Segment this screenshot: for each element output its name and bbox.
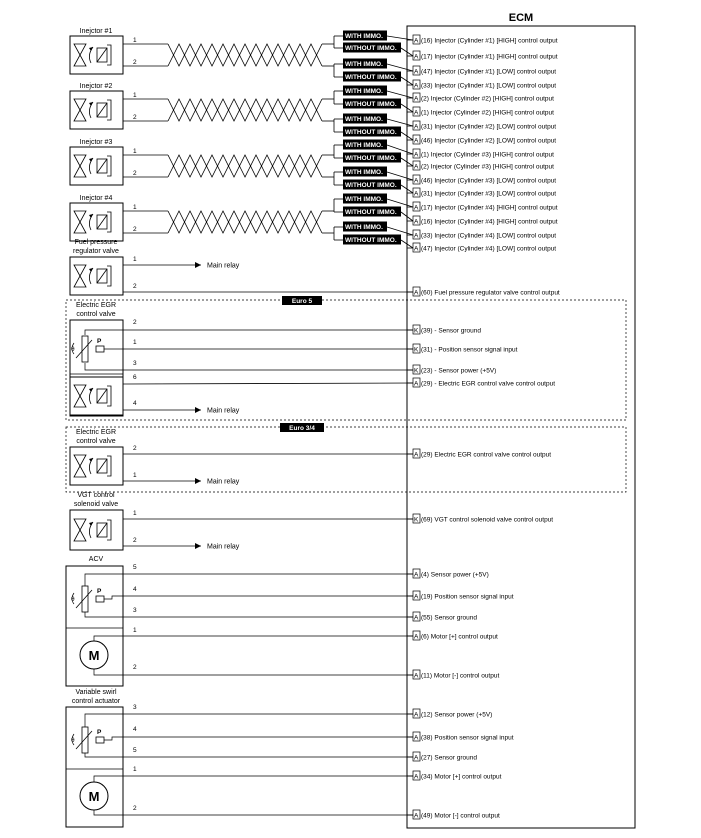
pin-number: 1 (133, 339, 137, 346)
pin-description: (1) Injector (Cylinder #3) [HIGH] control output (421, 151, 554, 159)
motor-letter: M (88, 648, 100, 663)
with-immo-tag (343, 140, 387, 150)
injector-twisted-pair (168, 44, 322, 66)
without-immo-tag (343, 235, 401, 245)
injector-symbol (70, 203, 123, 241)
tag-text: WITH IMMO. (345, 116, 383, 123)
connector-letter: A (414, 53, 419, 61)
twist-wire-a (168, 155, 322, 177)
vgt-solenoid-symbol (70, 510, 123, 550)
resistor-icon (82, 727, 88, 753)
pin-description: (46) Injector (Cylinder #3) [LOW] control output (421, 177, 557, 185)
connector-letter: A (414, 82, 419, 90)
connector-letter: A (414, 37, 419, 45)
resistor-icon (82, 586, 88, 612)
vgt-name: VGT control (77, 492, 115, 499)
tag-text: WITH IMMO. (345, 196, 383, 203)
pin-number: 2 (133, 805, 137, 812)
twist-wire-b (168, 155, 322, 177)
connector-letter: A (414, 245, 419, 253)
without-immo-tag (343, 72, 401, 82)
with-immo-tag (343, 194, 387, 204)
egr-solenoid-symbol (70, 447, 123, 485)
component-box (70, 377, 123, 415)
egr-wire (123, 383, 413, 384)
p-symbol: P (97, 588, 102, 595)
component-box (70, 203, 123, 241)
connector-letter: A (414, 380, 419, 388)
main-relay-label: Main relay (207, 262, 240, 270)
connector-letter: A (414, 218, 419, 226)
main-relay-label: Main relay (207, 478, 240, 486)
tag-text: WITH IMMO. (345, 61, 383, 68)
tag-text: WITHOUT IMMO. (345, 237, 397, 244)
p-symbol: P (97, 338, 102, 345)
connector-letter: A (414, 177, 419, 185)
pin-number: 2 (133, 114, 137, 121)
injector-name: Inejctor #2 (79, 83, 113, 90)
pin-description: (39) - Sensor ground (421, 327, 481, 335)
resistor-icon (82, 336, 88, 362)
arrow-head-icon (195, 407, 201, 413)
vsa-name: control actuator (71, 698, 121, 705)
arrow-head-icon (195, 262, 201, 268)
pin-description: (49) Motor [-] control output (421, 812, 500, 820)
sensor-element-icon (96, 596, 104, 602)
with-immo-tag (343, 167, 387, 177)
connector-letter: A (414, 137, 419, 145)
connector-letter: A (414, 672, 419, 680)
sensor-element-icon (96, 737, 104, 743)
pin-description: (1) Injector (Cylinder #2) [HIGH] control output (421, 109, 554, 117)
pin-description: (31) Injector (Cylinder #3) [LOW] control output (421, 190, 557, 198)
without-immo-tag (343, 207, 401, 217)
connector-letter: A (414, 812, 419, 820)
pin-description: (34) Motor [+] control output (421, 773, 502, 781)
pin-description: (31) - Position sensor signal input (421, 346, 518, 354)
without-immo-tag (343, 127, 401, 137)
egr-name: Electric EGR (75, 302, 117, 309)
egr-name: Electric EGR (75, 429, 117, 436)
pin-description: (29) Electric EGR control valve control output (421, 451, 552, 459)
twist-wire-a (168, 211, 322, 233)
pin-number: 5 (133, 564, 137, 571)
pin-number: 2 (133, 283, 137, 290)
twist-wire-b (168, 211, 322, 233)
injector-name: Inejctor #4 (79, 195, 113, 202)
pin-description: (2) Injector (Cylinder #3) [HIGH] control output (421, 163, 554, 171)
tag-text: WITHOUT IMMO. (345, 182, 397, 189)
twist-wire-b (168, 99, 322, 121)
pin-number: 2 (133, 664, 137, 671)
pin-description: (69) VGT control solenoid valve control output (421, 516, 554, 524)
fuel-valve-name: regulator valve (73, 248, 119, 255)
pin-number: 1 (133, 472, 137, 479)
injector-name: Inejctor #3 (79, 139, 113, 146)
pin-description: (6) Motor [+] control output (421, 633, 498, 641)
pin-number: 4 (133, 400, 137, 407)
ecm-box (407, 26, 635, 828)
connector-letter: K (414, 516, 419, 524)
acv-name: ACV (88, 556, 104, 563)
pin-description: (19) Position sensor signal input (421, 593, 514, 601)
pin-description: (38) Position sensor signal input (421, 734, 514, 742)
connector-letter: A (414, 711, 419, 719)
without-immo-tag (343, 43, 401, 53)
pin-number: 1 (133, 92, 137, 99)
pin-description: (31) Injector (Cylinder #2) [LOW] control output (421, 123, 557, 131)
injector-symbol (70, 36, 123, 74)
fuel-valve-symbol (70, 257, 123, 295)
connector-letter: K (414, 327, 419, 335)
injector-twisted-pair (168, 99, 322, 121)
connector-letter: A (414, 773, 419, 781)
pin-description: (4) Sensor power (+5V) (421, 571, 489, 579)
pin-number: 1 (133, 37, 137, 44)
connector-letter: A (414, 734, 419, 742)
vsa-name: Variable swirl (75, 689, 117, 696)
tag-text: WITH IMMO. (345, 142, 383, 149)
connector-letter: A (414, 151, 419, 159)
pin-number: 1 (133, 256, 137, 263)
without-immo-tag (343, 180, 401, 190)
pin-description: (33) Injector (Cylinder #4) [LOW] control output (421, 232, 557, 240)
pin-number: 2 (133, 445, 137, 452)
pin-number: 2 (133, 226, 137, 233)
ecm-title: ECM (508, 12, 534, 24)
with-immo-tag (343, 222, 387, 232)
theta-symbol: θ (71, 737, 75, 744)
with-immo-tag (343, 31, 387, 41)
vsa-motor-icon (80, 782, 108, 810)
tag-text: WITHOUT IMMO. (345, 155, 397, 162)
connector-letter: A (414, 163, 419, 171)
with-immo-tag (343, 86, 387, 96)
tag-text: WITHOUT IMMO. (345, 101, 397, 108)
pin-description: (23) - Sensor power (+5V) (421, 367, 497, 375)
pin-description: (33) Injector (Cylinder #1) [LOW] control output (421, 82, 557, 90)
connector-letter: A (414, 109, 419, 117)
without-immo-tag (343, 153, 401, 163)
motor-letter: M (88, 789, 100, 804)
pin-number: 3 (133, 704, 137, 711)
arrow-head-icon (195, 478, 201, 484)
connector-letter: A (414, 95, 419, 103)
tag-text: WITH IMMO. (345, 88, 383, 95)
tag-text: WITH IMMO. (345, 224, 383, 231)
pin-number: 2 (133, 537, 137, 544)
pin-number: 1 (133, 148, 137, 155)
pin-description: (2) Injector (Cylinder #2) [HIGH] control output (421, 95, 554, 103)
connector-letter: K (414, 346, 419, 354)
tag-text: WITHOUT IMMO. (345, 209, 397, 216)
component-box (70, 91, 123, 129)
connector-letter: A (414, 232, 419, 240)
twist-wire-a (168, 99, 322, 121)
connector-letter: A (414, 633, 419, 641)
pin-description: (17) Injector (Cylinder #1) [HIGH] control output (421, 53, 558, 61)
pin-number: 1 (133, 627, 137, 634)
sensor-element-icon (96, 346, 104, 352)
connector-letter: A (414, 123, 419, 131)
component-box (70, 510, 123, 550)
component-box (70, 447, 123, 485)
connector-letter: A (414, 68, 419, 76)
main-relay-label: Main relay (207, 543, 240, 551)
egr-name: control valve (76, 438, 116, 445)
pin-description: (27) Sensor ground (421, 754, 478, 762)
injector-name: Inejctor #1 (79, 28, 113, 35)
pin-description: (47) Injector (Cylinder #1) [LOW] control output (421, 68, 557, 76)
euro34-label: Euro 3/4 (289, 425, 315, 432)
pin-number: 2 (133, 59, 137, 66)
pin-description: (12) Sensor power (+5V) (421, 711, 493, 719)
pin-number: 1 (133, 204, 137, 211)
twist-wire-b (168, 44, 322, 66)
injector-symbol (70, 91, 123, 129)
injector-symbol (70, 147, 123, 185)
acv-motor-icon (80, 641, 108, 669)
connector-letter: A (414, 593, 419, 601)
connector-letter: A (414, 190, 419, 198)
p-symbol: P (97, 729, 102, 736)
tag-text: WITHOUT IMMO. (345, 129, 397, 136)
tag-text: WITH IMMO. (345, 33, 383, 40)
theta-symbol: θ (71, 596, 75, 603)
pin-number: 3 (133, 607, 137, 614)
connector-letter: A (414, 451, 419, 459)
component-box (70, 147, 123, 185)
pin-number: 4 (133, 726, 137, 733)
fuel-valve-name: Fuel pressure (74, 239, 118, 246)
connector-letter: A (414, 571, 419, 579)
egr-name: control valve (76, 311, 116, 318)
main-relay-label: Main relay (207, 407, 240, 415)
theta-symbol: θ (71, 346, 75, 353)
injector-twisted-pair (168, 211, 322, 233)
pin-description: (29) - Electric EGR control valve control output (421, 380, 556, 388)
pin-number: 2 (133, 170, 137, 177)
connector-letter: A (414, 754, 419, 762)
pin-description: (46) Injector (Cylinder #2) [LOW] control output (421, 137, 557, 145)
pin-description: (60) Fuel pressure regulator valve control output (421, 289, 560, 297)
tag-text: WITH IMMO. (345, 169, 383, 176)
tag-text: WITHOUT IMMO. (345, 74, 397, 81)
component-box (70, 36, 123, 74)
twist-wire-a (168, 44, 322, 66)
connector-letter: A (414, 204, 419, 212)
pin-number: 6 (133, 374, 137, 381)
euro5-label: Euro 5 (291, 298, 313, 305)
with-immo-tag (343, 114, 387, 124)
egr-solenoid-symbol (70, 377, 123, 415)
pin-description: (11) Motor [-] control output (421, 672, 500, 680)
pin-description: (55) Sensor ground (421, 614, 478, 622)
pin-number: 1 (133, 510, 137, 517)
pin-description: (16) Injector (Cylinder #4) [HIGH] control output (421, 218, 558, 226)
vgt-name: solenoid valve (73, 501, 119, 508)
injector-twisted-pair (168, 155, 322, 177)
component-box (70, 257, 123, 295)
pin-number: 5 (133, 747, 137, 754)
connector-letter: A (414, 614, 419, 622)
pin-number: 1 (133, 766, 137, 773)
pin-description: (47) Injector (Cylinder #4) [LOW] control output (421, 245, 557, 253)
pin-number: 2 (133, 319, 137, 326)
with-immo-tag (343, 59, 387, 69)
without-immo-tag (343, 99, 401, 109)
pin-number: 4 (133, 586, 137, 593)
connector-letter: A (414, 289, 419, 297)
connector-letter: K (414, 367, 419, 375)
pin-number: 3 (133, 360, 137, 367)
tag-text: WITHOUT IMMO. (345, 45, 397, 52)
arrow-head-icon (195, 543, 201, 549)
pin-description: (16) Injector (Cylinder #1) [HIGH] control output (421, 37, 558, 45)
pin-description: (17) Injector (Cylinder #4) [HIGH] control output (421, 204, 558, 212)
